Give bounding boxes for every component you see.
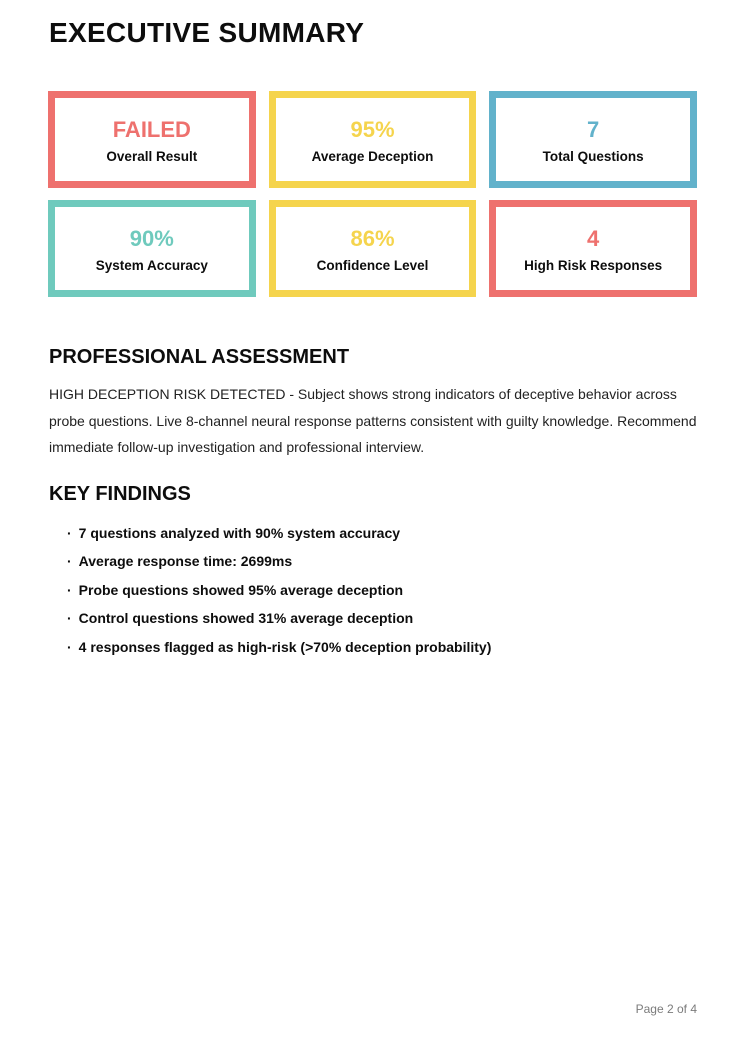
finding-text: Probe questions showed 95% average deception [78, 581, 404, 598]
finding-text: 7 questions analyzed with 90% system accuracy [78, 525, 401, 541]
bullet-icon: · [67, 581, 72, 598]
finding-text: Average response time: 2699ms [78, 553, 293, 570]
finding-text: 4 responses flagged as high-risk (>70% deception probability) [78, 638, 492, 655]
stat-card-value: 95% [350, 117, 395, 143]
stat-card-total-questions [489, 91, 697, 188]
stat-card-value: FAILED [112, 117, 191, 143]
finding-item [67, 633, 491, 661]
finding-item [67, 547, 491, 575]
findings-heading: KEY FINDINGS [49, 483, 191, 505]
page-number: Page 2 of 4 [635, 1002, 697, 1016]
finding-item [67, 576, 491, 604]
bullet-icon: · [67, 638, 72, 655]
stat-card-label: Overall Result [106, 149, 198, 165]
stat-card-confidence-level [269, 200, 477, 297]
bullet-icon: · [67, 525, 72, 541]
stat-card-high-risk-responses [489, 200, 697, 297]
stat-card-value: 86% [350, 226, 395, 252]
assessment-heading: PROFESSIONAL ASSESSMENT [49, 346, 350, 368]
bullet-icon: · [67, 610, 72, 627]
stat-card-system-accuracy [48, 200, 256, 297]
stat-card-label: Confidence Level [316, 258, 429, 274]
stat-card-average-deception [269, 91, 477, 188]
finding-item [67, 604, 491, 632]
stat-card-overall-result [48, 91, 256, 188]
stat-card-value: 4 [587, 226, 600, 252]
finding-text: Control questions showed 31% average deception [78, 610, 414, 627]
page-title: EXECUTIVE SUMMARY [49, 17, 365, 48]
stat-card-label: High Risk Responses [524, 258, 663, 274]
stat-card-label: Average Deception [311, 149, 434, 165]
bullet-icon: · [67, 553, 72, 570]
stat-card-value: 90% [129, 226, 174, 252]
summary-stat-cards [48, 91, 697, 297]
stat-card-label: Total Questions [542, 149, 644, 165]
stat-card-value: 7 [587, 117, 600, 143]
finding-item [67, 519, 491, 547]
stat-card-label: System Accuracy [95, 258, 208, 274]
assessment-body-text: HIGH DECEPTION RISK DETECTED - Subject shows strong indicators of deceptive behavior across probe questions. Live 8-channel neural response patterns consistent with guilty knowledge. Recommend immediate follow-up investigation and professional interview. [49, 386, 697, 455]
findings-list [67, 519, 491, 661]
